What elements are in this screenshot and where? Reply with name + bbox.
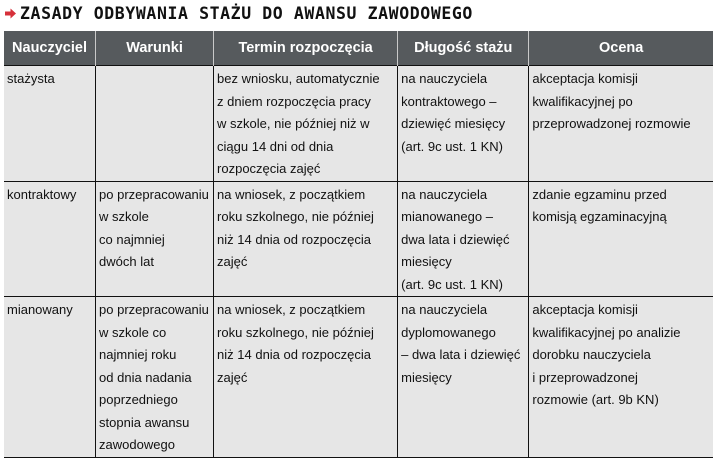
cell-dlugosc: na nauczyciela dyplomowanego – dwa lata i dziewięć miesięcy (398, 297, 529, 458)
cell-ocena: akceptacja komisji kwalifikacyjnej po przeprowadzonej rozmowie (529, 66, 713, 182)
cell-ocena: akceptacja komisji kwalifikacyjnej po analizie dorobku nauczyciela i przeprowadzonej rozmowie (art. 9b KN) (529, 297, 713, 458)
cell-warunki: po przepracowaniu w szkole co najmniej dwóch lat (96, 181, 214, 297)
table-row (4, 297, 713, 458)
title-text: ZASADY ODBYWANIA STAŻU DO AWANSU ZAWODOWEGO (20, 3, 473, 23)
header-termin: Termin rozpoczęcia (214, 31, 398, 66)
cell-nauczyciel: stażysta (4, 66, 96, 182)
table-row (4, 181, 713, 297)
cell-termin: bez wniosku, automatycznie z dniem rozpoczęcia pracy w szkole, nie później niż w ciągu 14 dni od dnia rozpoczęcia zajęć (214, 66, 398, 182)
stages-table (4, 31, 713, 458)
cell-nauczyciel: kontraktowy (4, 181, 96, 297)
cell-termin: na wniosek, z początkiem roku szkolnego, nie później niż 14 dnia od rozpoczęcia zajęć (214, 297, 398, 458)
cell-dlugosc: na nauczyciela kontraktowego – dziewięć miesięcy (art. 9c ust. 1 KN) (398, 66, 529, 182)
header-ocena: Ocena (529, 31, 713, 66)
cell-nauczyciel: mianowany (4, 297, 96, 458)
header-dlugosc: Długość stażu (398, 31, 529, 66)
cell-termin: na wniosek, z początkiem roku szkolnego, nie później niż 14 dnia od rozpoczęcia zajęć (214, 181, 398, 297)
table-row (4, 66, 713, 182)
cell-ocena: zdanie egzaminu przed komisją egzaminacyjną (529, 181, 713, 297)
document-title (4, 2, 473, 24)
arrow-right-icon (4, 7, 17, 20)
header-nauczyciel: Nauczyciel (4, 31, 96, 66)
cell-warunki: po przepracowaniu w szkole co najmniej roku od dnia nadania poprzedniego stopnia awansu zawodowego (96, 297, 214, 458)
table-header-row (4, 31, 713, 66)
header-warunki: Warunki (96, 31, 214, 66)
cell-warunki (96, 66, 214, 182)
cell-dlugosc: na nauczyciela mianowanego – dwa lata i dziewięć miesięcy (art. 9c ust. 1 KN) (398, 181, 529, 297)
